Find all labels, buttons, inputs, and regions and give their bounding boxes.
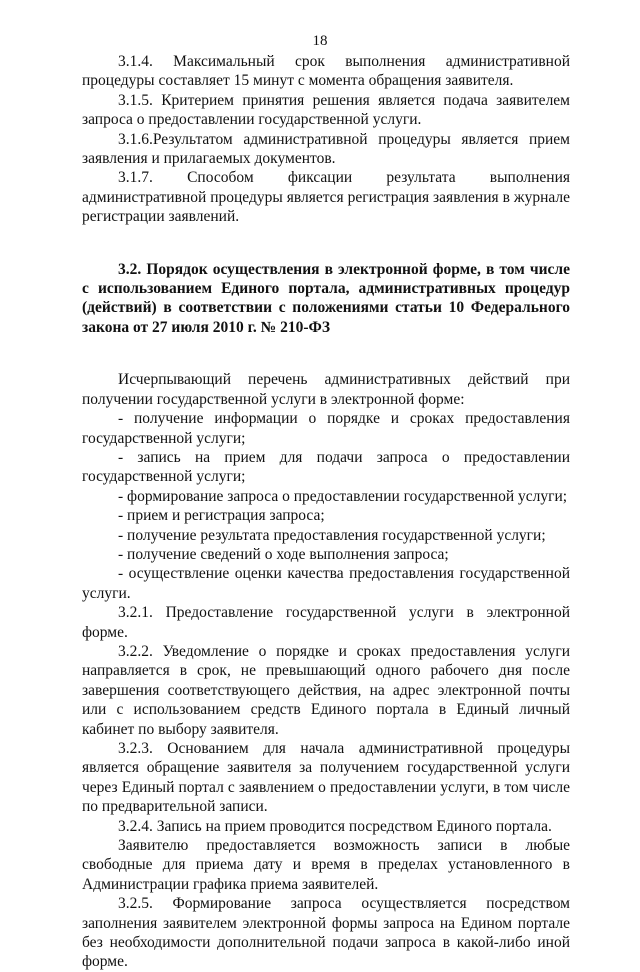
paragraph-3-2-5: 3.2.5. Формирование запроса осуществляется посредством заполнения заявителем электронной формы запроса на Едином портале без необходимости дополнительной подачи запроса в какой-либо иной форме. bbox=[82, 895, 570, 971]
list-item: - запись на прием для подачи запроса о предоставлении государственной услуги; bbox=[82, 448, 570, 486]
paragraph-3-2-3: 3.2.3. Основанием для начала административной процедуры является обращение заявителя за получением государственной услуги через Единый портал с заявлением о предоставлении услуги, в том числе по предварительной записи. bbox=[82, 740, 570, 816]
paragraph-appointment: Заявителю предоставляется возможность записи в любые свободные для приема дату и время в пределах установленного в Администрации графика приема заявителей. bbox=[82, 837, 570, 893]
paragraph-3-2-4: 3.2.4. Запись на прием проводится посредством Единого портала. bbox=[118, 817, 552, 835]
paragraph-3-1-5: 3.1.5. Критерием принятия решения является подача заявителем запроса о предоставлении государственной услуги. bbox=[82, 91, 570, 129]
list-item: - получение результата предоставления государственной услуги; bbox=[118, 526, 546, 544]
paragraph-3-1-6: 3.1.6.Результатом административной процедуры является прием заявления и прилагаемых документов. bbox=[82, 130, 570, 168]
list-item: - прием и регистрация запроса; bbox=[118, 507, 325, 525]
list-item: - получение сведений о ходе выполнения запроса; bbox=[118, 545, 449, 563]
paragraph-3-2-1: 3.2.1. Предоставление государственной услуги в электронной форме. bbox=[82, 604, 570, 641]
list-item: - осуществление оценки качества предоставления государственной услуги. bbox=[82, 565, 570, 602]
paragraph-3-1-7: 3.1.7. Способом фиксации результата выполнения административной процедуры является регистрация заявления в журнале регистрации заявлений. bbox=[82, 169, 570, 226]
list-item: - формирование запроса о предоставлении государственной услуги; bbox=[118, 487, 568, 505]
spacer bbox=[82, 337, 570, 370]
page-number: 18 bbox=[312, 33, 328, 49]
paragraph-3-1-4: 3.1.4. Максимальный срок выполнения административной процедуры составляет 15 минут с момента обращения заявителя. bbox=[82, 53, 570, 90]
paragraph-3-2-2: 3.2.2. Уведомление о порядке и сроках предоставления услуги направляется в срок, не превышающий одного рабочего дня после завершения соответствующего действия, на адрес электронной почты или с использованием средств Единого портала в Единый личный кабинет по выбору заявителя. bbox=[82, 642, 570, 738]
document-body bbox=[82, 52, 570, 972]
list-item: - получение информации о порядке и сроках предоставления государственной услуги; bbox=[82, 410, 570, 447]
spacer bbox=[82, 227, 570, 260]
paragraph-intro-list: Исчерпывающий перечень административных действий при получении государственной услуги в электронной форме: bbox=[82, 371, 570, 408]
section-heading-3-2: 3.2. Порядок осуществления в электронной форме, в том числе с использованием Единого портала, административных процедур (действий) в соответствии с положениями статьи 10 Федерального закона от 27 июля 2010 г. № 210-ФЗ bbox=[82, 260, 570, 336]
